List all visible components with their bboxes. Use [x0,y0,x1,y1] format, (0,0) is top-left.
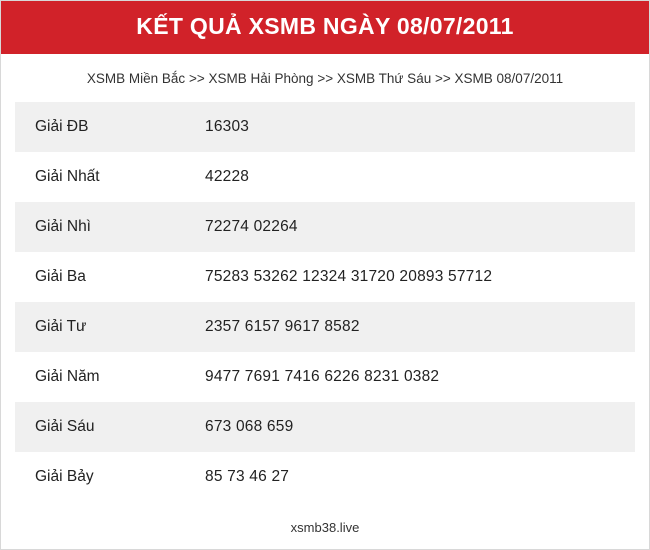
footer-site-name: xsmb38.live [290,520,360,536]
breadcrumb-separator: >> [317,70,334,86]
table-row [15,402,635,452]
prize-label: Giải Bảy [15,452,205,502]
prize-numbers: 85 73 46 27 [205,452,635,502]
table-row [15,202,635,252]
prize-label: Giải Tư [15,302,205,352]
table-row [15,252,635,302]
prize-numbers: 673 068 659 [205,402,635,452]
prize-numbers: 75283 53262 12324 31720 20893 57712 [205,252,635,302]
prize-numbers: 72274 02264 [205,202,635,252]
prize-label: Giải Năm [15,352,205,402]
table-row [15,352,635,402]
prize-numbers: 9477 7691 7416 6226 8231 0382 [205,352,635,402]
breadcrumb-item-province[interactable]: XSMB Hải Phòng [208,70,314,86]
prize-label: Giải ĐB [15,102,205,152]
table-row [15,152,635,202]
prize-label: Giải Nhì [15,202,205,252]
prize-label: Giải Sáu [15,402,205,452]
table-row [15,452,635,502]
prize-numbers: 2357 6157 9617 8582 [205,302,635,352]
breadcrumb [1,54,649,103]
table-row [15,102,635,152]
prize-numbers: 42228 [205,152,635,202]
breadcrumb-separator: >> [434,70,451,86]
table-row [15,302,635,352]
breadcrumb-item-date[interactable]: XSMB 08/07/2011 [454,70,564,86]
prize-label: Giải Nhất [15,152,205,202]
breadcrumb-separator: >> [188,70,205,86]
breadcrumb-item-region[interactable]: XSMB Miền Bắc [86,70,186,86]
page-title: KẾT QUẢ XSMB NGÀY 08/07/2011 [1,1,649,54]
prize-label: Giải Ba [15,252,205,302]
results-table [15,102,635,502]
prize-numbers: 16303 [205,102,635,152]
breadcrumb-item-weekday[interactable]: XSMB Thứ Sáu [336,70,432,86]
